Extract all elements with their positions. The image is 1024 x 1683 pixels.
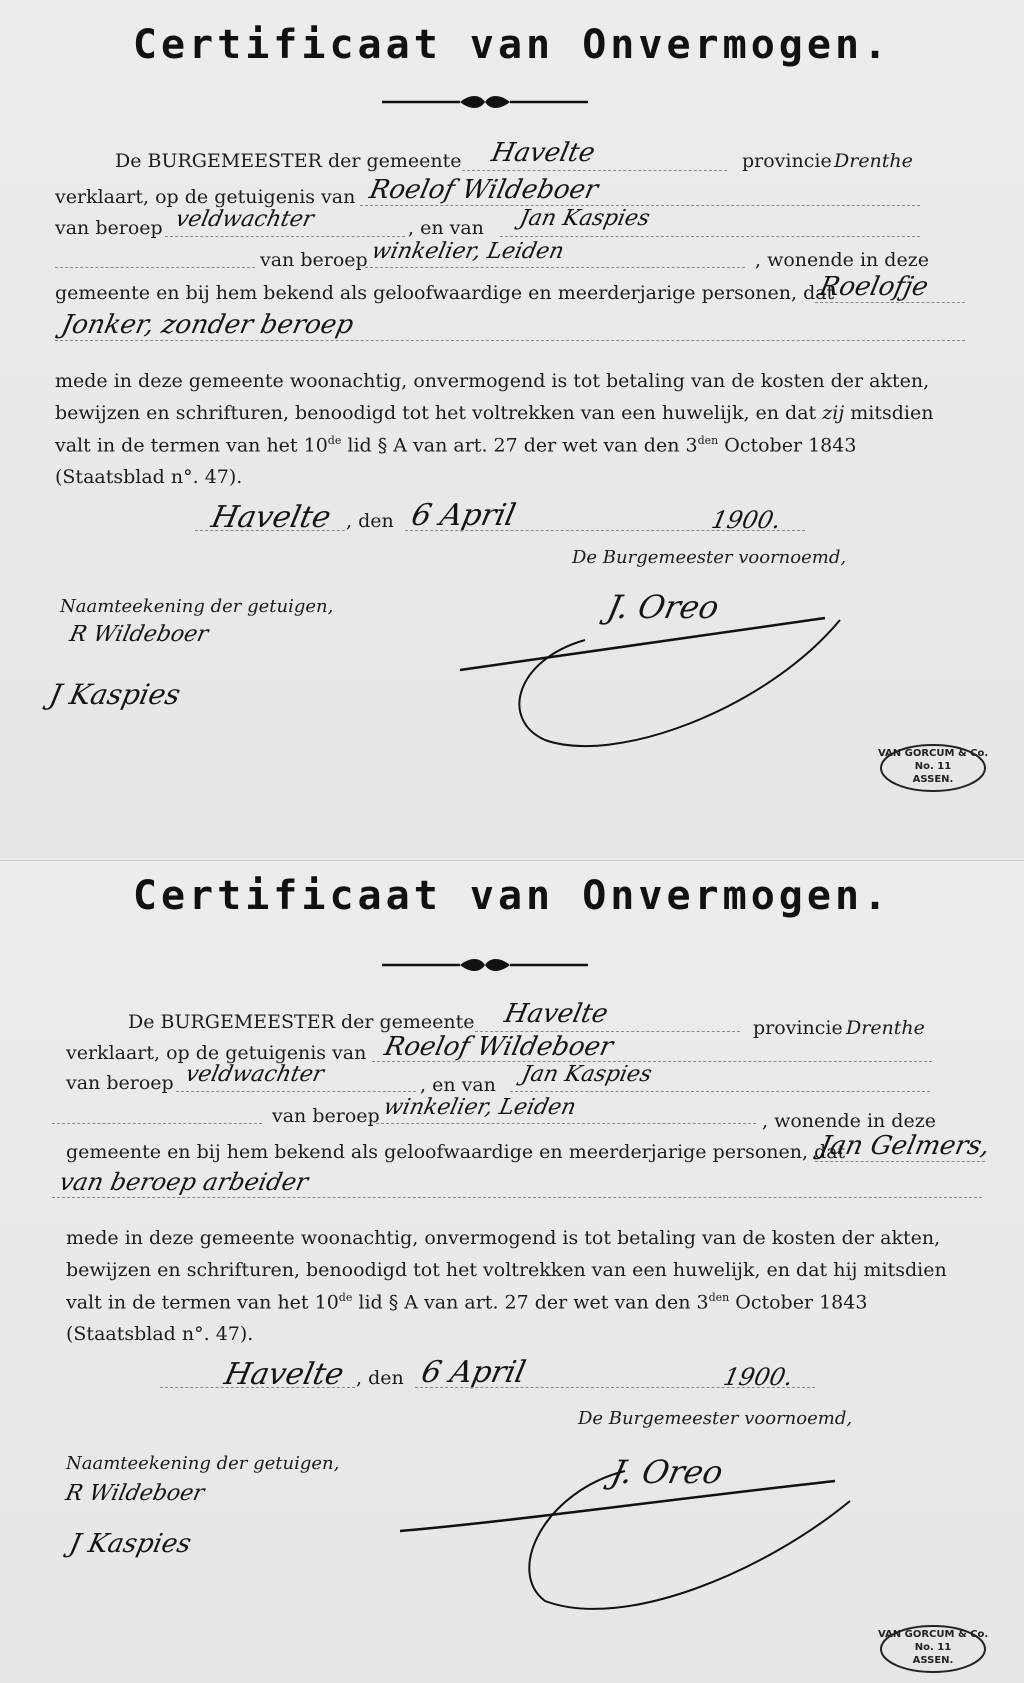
mayor-label: De Burgemeester voornoemd, xyxy=(578,1408,853,1429)
witness1-handwritten: Roelof Wildeboer xyxy=(366,175,601,205)
stamp-line-1: VAN GORCUM & Co. xyxy=(878,1629,989,1640)
profession-label: van beroep xyxy=(55,217,163,239)
witness2-profession-handwritten: winkelier, Leiden xyxy=(369,239,567,264)
certificate-form-2 xyxy=(0,860,1024,1683)
witnesses-label: Naamteekening der getuigen, xyxy=(60,596,334,617)
subject-handwritten: Jan Gelmers, xyxy=(816,1131,993,1161)
body-line-4: (Staatsblad n°. 47). xyxy=(55,466,243,488)
known-persons-text: gemeente en bij hem bekend als geloofwaardige en meerderjarige personen, dat xyxy=(55,282,835,304)
subject-continued-handwritten: van beroep arbeider xyxy=(57,1168,311,1196)
municipality-handwritten: Havelte xyxy=(488,138,598,168)
title-ornament xyxy=(380,94,590,110)
blank-line xyxy=(815,302,965,303)
place-handwritten: Havelte xyxy=(208,500,334,535)
blank-line xyxy=(376,1123,756,1124)
profession-label: van beroep xyxy=(66,1072,174,1094)
year-handwritten: 1900. xyxy=(721,1363,796,1391)
blank-line xyxy=(52,1197,982,1198)
witness2-handwritten: Jan Kaspies xyxy=(519,1062,655,1087)
blank-line xyxy=(176,1091,416,1092)
stamp-line-3: ASSEN. xyxy=(912,1655,954,1666)
province-label: provincie xyxy=(742,150,832,172)
mayor-signature-flourish xyxy=(455,600,855,750)
witness1-profession-handwritten: veldwachter xyxy=(183,1062,327,1087)
stamp-line-1: VAN GORCUM & Co. xyxy=(878,748,989,759)
year-handwritten: 1900. xyxy=(709,506,784,534)
province-name: Drenthe xyxy=(846,1017,925,1039)
intro-text: De BURGEMEESTER der gemeente xyxy=(128,1011,475,1033)
den-text: , den xyxy=(346,510,394,532)
witnesses-label: Naamteekening der getuigen, xyxy=(66,1453,340,1474)
blank-line xyxy=(500,236,920,237)
profession-label-2: van beroep xyxy=(260,249,368,271)
blank-line xyxy=(815,1161,985,1162)
municipality-handwritten: Havelte xyxy=(501,999,611,1029)
province-name: Drenthe xyxy=(834,150,913,172)
known-persons-text: gemeente en bij hem bekend als geloofwaardige en meerderjarige personen, dat xyxy=(66,1141,846,1163)
blank-line xyxy=(462,170,727,171)
profession-label-2: van beroep xyxy=(272,1105,380,1127)
body-line-2: bewijzen en schrifturen, benoodigd tot het voltrekken van een huwelijk, en dat hij mitsdien xyxy=(66,1259,947,1281)
blank-line xyxy=(195,530,345,531)
residing-text: , wonende in deze xyxy=(762,1110,936,1132)
and-of-text: , en van xyxy=(420,1074,496,1096)
body-line-1: mede in deze gemeente woonachtig, onvermogend is tot betaling van de kosten der akten, xyxy=(55,370,930,392)
mayor-signature: J. Oreo xyxy=(603,588,723,626)
body-line-4: (Staatsblad n°. 47). xyxy=(66,1323,254,1345)
blank-line xyxy=(165,236,405,237)
blank-line xyxy=(52,1123,262,1124)
body-line-1: mede in deze gemeente woonachtig, onvermogend is tot betaling van de kosten der akten, xyxy=(66,1227,941,1249)
witness2-signature: J Kaspies xyxy=(66,1529,194,1559)
body-line-3: valt in de termen van het 10de lid § A van art. 27 der wet van den $3^{den}$ October 1843 xyxy=(66,1291,868,1314)
stamp-line-2: No. 11 xyxy=(914,761,952,772)
stamp-line-2: No. 11 xyxy=(914,1642,952,1653)
mayor-signature-flourish xyxy=(395,1461,865,1621)
stamp-line-3: ASSEN. xyxy=(912,774,954,785)
blank-line xyxy=(55,340,965,341)
witness2-handwritten: Jan Kaspies xyxy=(517,206,653,231)
subject-continued-handwritten: Jonker, zonder beroep xyxy=(58,310,357,340)
blank-line xyxy=(55,267,255,268)
blank-line xyxy=(160,1387,355,1388)
form-title: Certificaat van Onvermogen. xyxy=(132,873,892,919)
witness1-signature: R Wildeboer xyxy=(67,622,211,647)
province-label: provincie xyxy=(753,1017,843,1039)
den-text: , den xyxy=(356,1367,404,1389)
witness2-signature: J Kaspies xyxy=(46,678,184,711)
body-line-3: valt in de termen van het 10de lid § A van art. 27 der wet van den $3^{den}$ October 1843 xyxy=(55,434,857,457)
mayor-signature: J. Oreo xyxy=(607,1453,727,1491)
witness1-profession-handwritten: veldwachter xyxy=(173,207,317,232)
declares-text: verklaart, op de getuigenis van xyxy=(66,1042,367,1064)
date-handwritten: 6 April xyxy=(418,1355,529,1390)
intro-text: De BURGEMEESTER der gemeente xyxy=(115,150,462,172)
and-of-text: , en van xyxy=(408,217,484,239)
blank-line xyxy=(510,1091,930,1092)
declares-text: verklaart, op de getuigenis van xyxy=(55,186,356,208)
witness1-signature: R Wildeboer xyxy=(63,1481,207,1506)
witness2-profession-handwritten: winkelier, Leiden xyxy=(381,1095,579,1120)
blank-line xyxy=(365,267,745,268)
title-ornament xyxy=(380,957,590,973)
residing-text: , wonende in deze xyxy=(755,249,929,271)
form-title: Certificaat van Onvermogen. xyxy=(132,22,892,68)
date-handwritten: 6 April xyxy=(408,498,519,533)
subject-handwritten: Roelofje xyxy=(816,272,931,302)
witness1-handwritten: Roelof Wildeboer xyxy=(381,1032,616,1062)
mayor-label: De Burgemeester voornoemd, xyxy=(572,547,847,568)
place-handwritten: Havelte xyxy=(221,1357,347,1392)
body-line-2: bewijzen en schrifturen, benoodigd tot het voltrekken van een huwelijk, en dat zij mitsdien xyxy=(55,402,934,424)
